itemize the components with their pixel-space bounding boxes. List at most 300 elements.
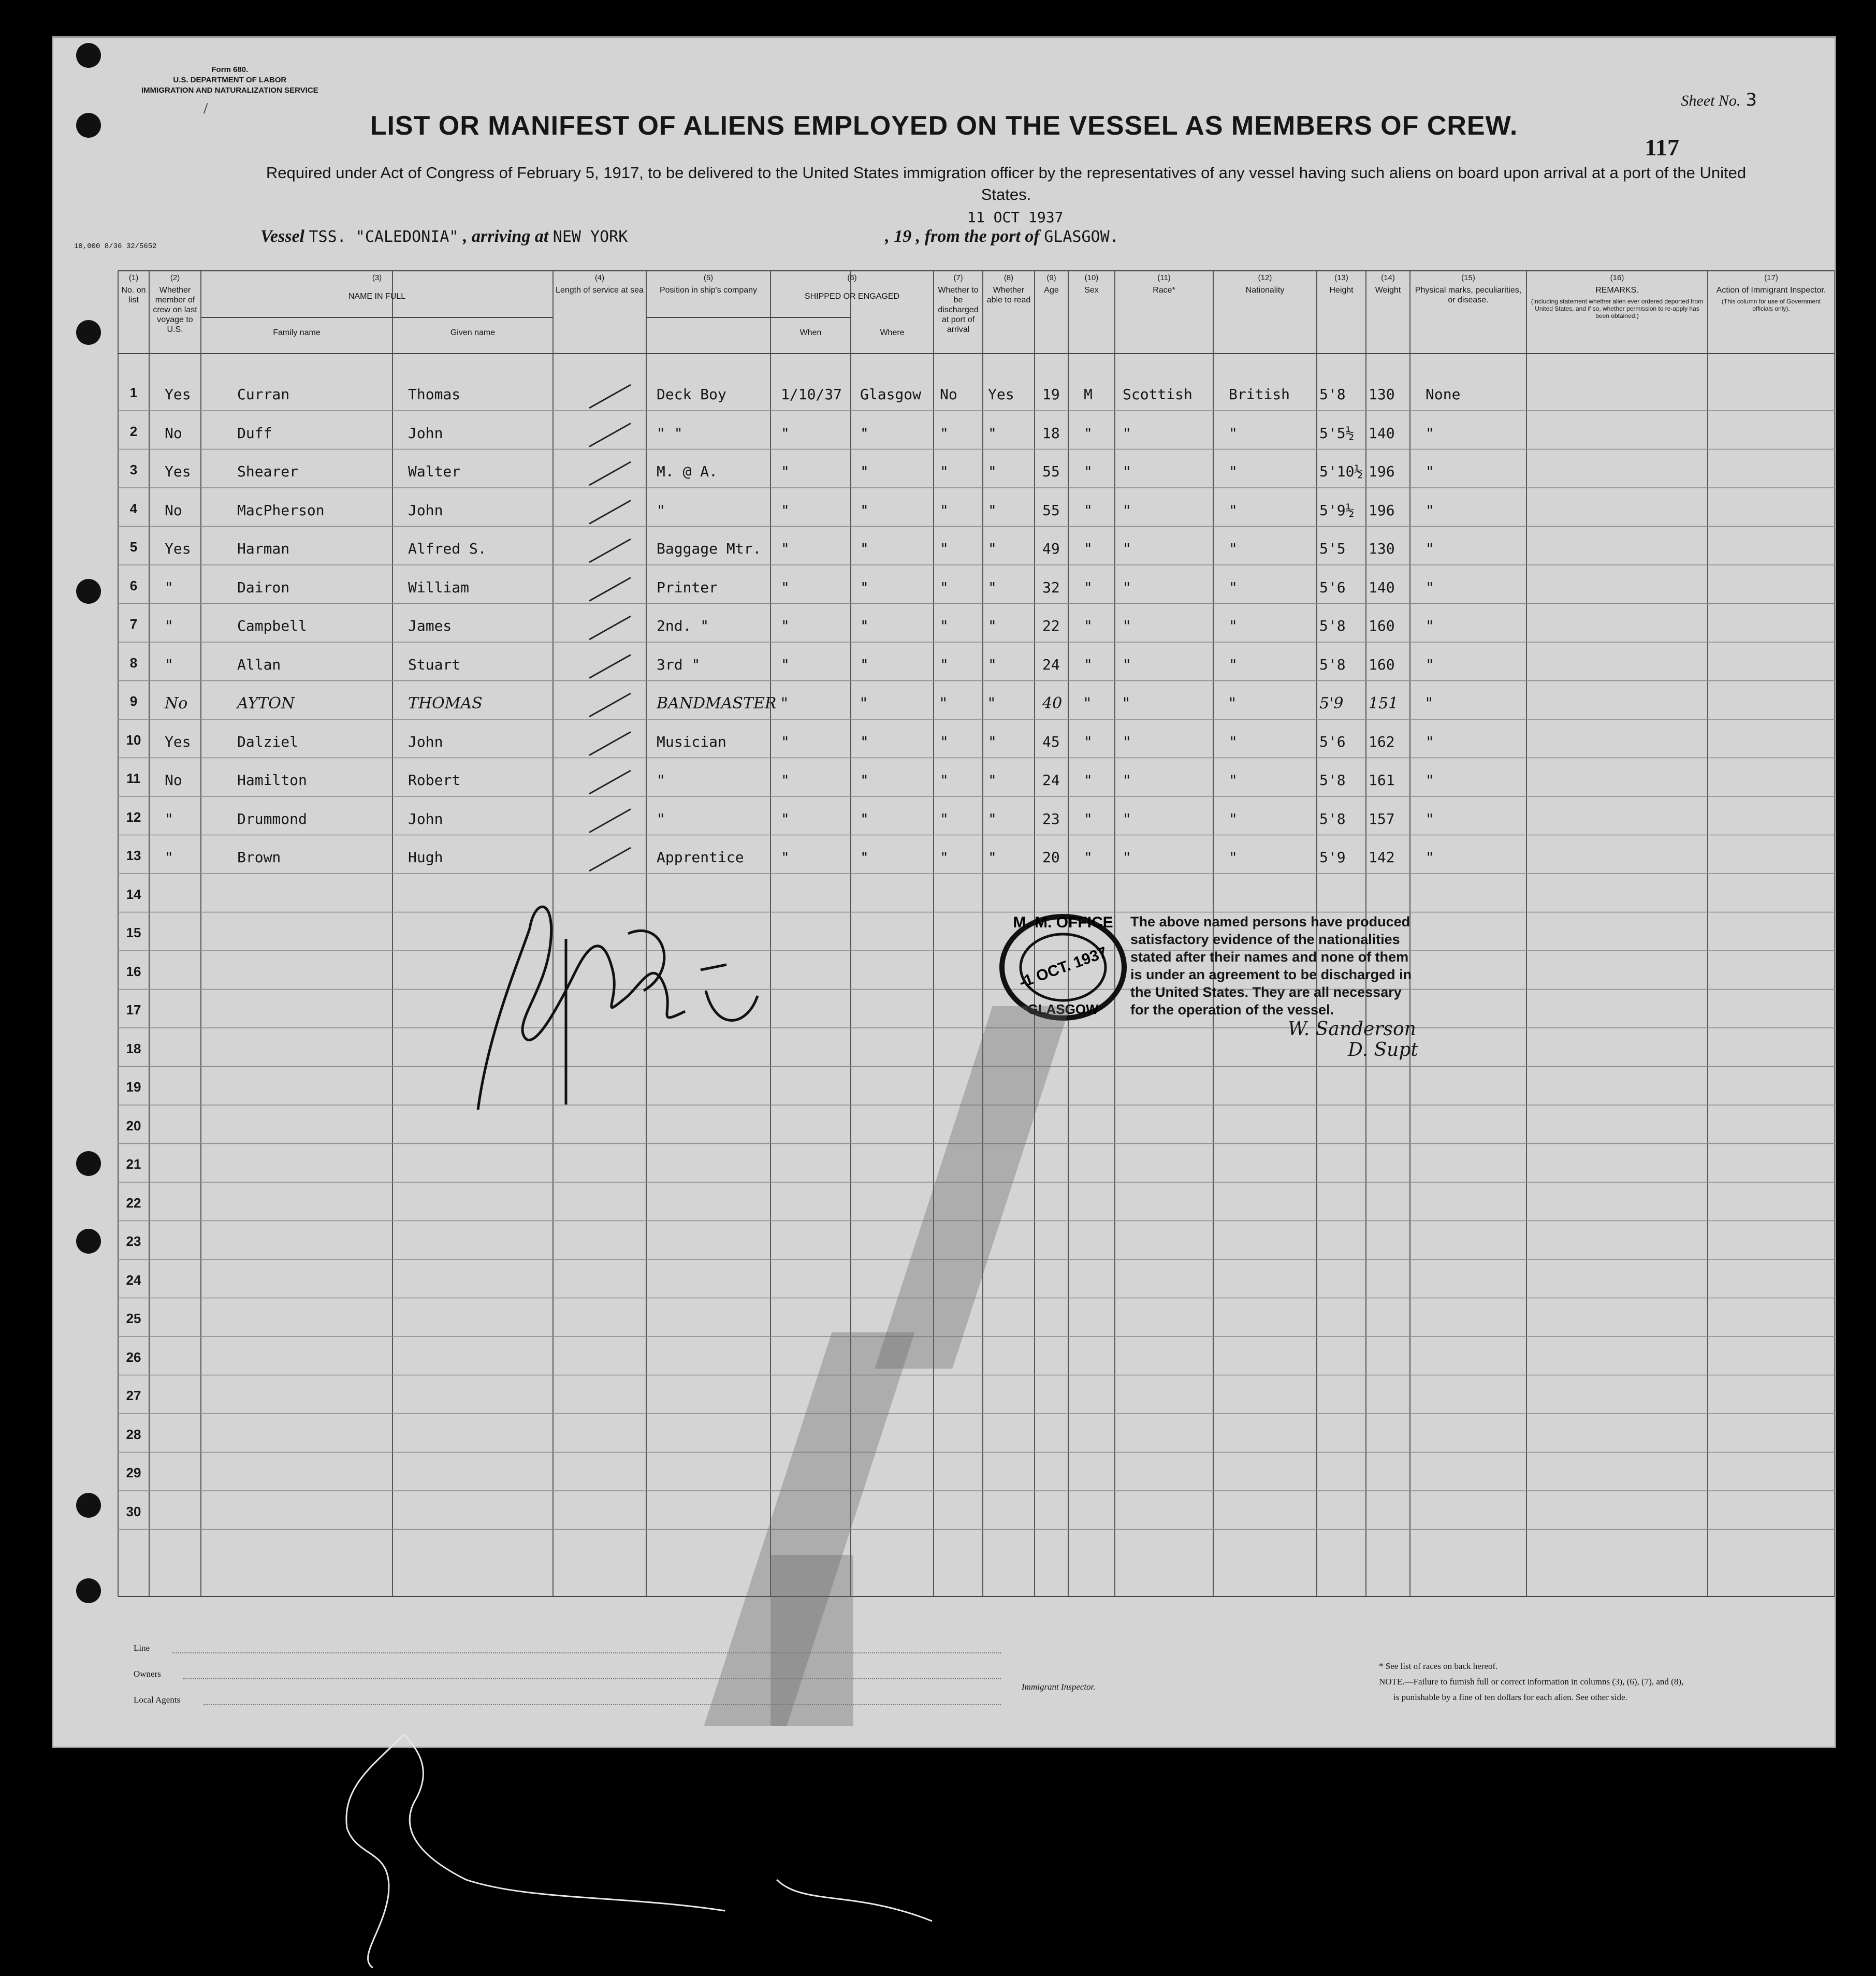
cell-when: " xyxy=(781,772,790,789)
cell-discharged: " xyxy=(940,656,949,673)
footer-rule xyxy=(203,1704,1001,1705)
cell-read: " xyxy=(988,617,997,634)
cell-last: Yes xyxy=(165,463,191,480)
cell-sex: " xyxy=(1084,617,1093,634)
cert-line: the United States. They are all necessary xyxy=(1130,984,1402,1000)
cell-position: BANDMASTER xyxy=(657,694,777,713)
column-header: Nationality xyxy=(1245,286,1285,295)
cell-given: Walter xyxy=(408,463,461,480)
cell-where: " xyxy=(860,772,869,789)
cell-nationality: " xyxy=(1229,463,1238,480)
cell-nationality: " xyxy=(1229,424,1238,442)
cell-marks: " xyxy=(1426,656,1434,673)
signature-title: D. Supt xyxy=(1348,1039,1418,1060)
cell-discharged: No xyxy=(940,386,957,403)
cell-last: " xyxy=(165,656,173,673)
cell-weight: 151 xyxy=(1369,694,1399,713)
service-dash-mark xyxy=(589,693,631,717)
cell-race: Scottish xyxy=(1123,386,1193,403)
footer-line-label: Line xyxy=(134,1643,150,1653)
arriving-label: , arriving at xyxy=(462,227,549,246)
cell-sex: " xyxy=(1084,656,1093,673)
column-number: (8) xyxy=(1004,273,1014,282)
cell-nationality: " xyxy=(1229,656,1238,673)
cell-weight: 160 xyxy=(1369,656,1395,673)
cell-given: Hugh xyxy=(408,849,443,866)
cell-sex: " xyxy=(1084,733,1093,750)
row-number: 17 xyxy=(126,1002,141,1018)
cell-when: " xyxy=(781,849,790,866)
cell-age: 49 xyxy=(1042,540,1060,557)
cell-marks: " xyxy=(1426,540,1434,557)
row-number: 19 xyxy=(126,1079,141,1095)
cell-where: " xyxy=(860,810,869,827)
cell-last: No xyxy=(165,424,182,442)
cell-sex: " xyxy=(1084,424,1093,442)
cell-last: " xyxy=(165,578,173,596)
department: U.S. DEPARTMENT OF LABOR xyxy=(173,76,287,84)
cell-read: " xyxy=(988,810,997,827)
cell-age: 23 xyxy=(1042,810,1060,827)
cell-position: " xyxy=(657,501,665,519)
cell-discharged: " xyxy=(940,578,949,596)
column-number: (2) xyxy=(170,273,180,282)
row-number: 13 xyxy=(126,848,141,863)
cell-weight: 140 xyxy=(1369,578,1395,596)
cell-nationality: " xyxy=(1229,810,1238,827)
cell-age: 24 xyxy=(1042,772,1060,789)
cell-marks: " xyxy=(1426,424,1434,442)
cell-when: " xyxy=(781,424,790,442)
cell-discharged: " xyxy=(940,424,949,442)
cell-height: 5'8 xyxy=(1319,810,1346,827)
column-header: Whether able to read xyxy=(986,286,1031,304)
cell-marks: " xyxy=(1426,501,1434,519)
column-subheader: Where xyxy=(880,328,905,337)
cell-family: Hamilton xyxy=(237,772,307,789)
cell-read: " xyxy=(988,540,997,557)
cell-given: James xyxy=(408,617,452,634)
cell-race: " xyxy=(1123,578,1131,596)
cell-age: 32 xyxy=(1042,578,1060,596)
document-title: LIST OR MANIFEST OF ALIENS EMPLOYED ON THE VESSEL AS MEMBERS OF CREW. xyxy=(370,111,1518,141)
column-number: (9) xyxy=(1046,273,1056,282)
column-header: SHIPPED OR ENGAGED xyxy=(804,292,900,301)
cell-position: Deck Boy xyxy=(657,386,726,403)
from-port-label: , from the port of xyxy=(915,227,1040,246)
service-dash-mark xyxy=(589,771,631,794)
cell-read: " xyxy=(988,463,997,480)
cell-last: " xyxy=(165,849,173,866)
cell-sex: " xyxy=(1084,694,1091,713)
cell-weight: 196 xyxy=(1369,463,1395,480)
cell-marks: " xyxy=(1426,772,1434,789)
column-header: Height xyxy=(1329,286,1354,295)
row-number: 7 xyxy=(129,616,138,632)
cell-family: Dairon xyxy=(237,578,290,596)
cell-sex: " xyxy=(1084,463,1093,480)
row-number: 1 xyxy=(129,385,138,400)
superintendent-signature xyxy=(1286,1019,1418,1060)
footer-rule xyxy=(172,1652,1001,1653)
note-penalty-2: is punishable by a fine of ten dollars for each alien. See other side. xyxy=(1393,1692,1627,1702)
cell-last: Yes xyxy=(165,733,191,750)
vessel-name: TSS. "CALEDONIA" xyxy=(309,228,459,246)
cell-height: 5'9 xyxy=(1319,849,1346,866)
cell-sex: " xyxy=(1084,810,1093,827)
cell-read: " xyxy=(988,578,997,596)
cell-last: Yes xyxy=(165,386,191,403)
row-number: 28 xyxy=(126,1426,141,1442)
cell-read: " xyxy=(988,849,997,866)
cell-nationality: " xyxy=(1229,578,1238,596)
cell-age: 55 xyxy=(1042,463,1060,480)
footer-owners-label: Owners xyxy=(134,1669,161,1679)
cell-where: " xyxy=(860,617,869,634)
cell-read: Yes xyxy=(988,386,1014,403)
cell-position: 3rd " xyxy=(657,656,701,673)
column-number: (5) xyxy=(703,273,714,282)
cell-last: " xyxy=(165,810,173,827)
cell-weight: 130 xyxy=(1369,540,1395,557)
column-header: Whether member of crew on last voyage to U.S. xyxy=(153,286,197,334)
cell-family: MacPherson xyxy=(237,501,325,519)
cell-read: " xyxy=(988,772,997,789)
column-number: (15) xyxy=(1461,273,1475,282)
cell-when: " xyxy=(781,694,788,713)
cell-height: 5'6 xyxy=(1319,578,1346,596)
column-header: Age xyxy=(1044,286,1059,295)
cell-family: AYTON xyxy=(237,694,295,713)
tape-mark xyxy=(770,1555,853,1726)
cell-last: No xyxy=(165,694,188,713)
service-dash-mark xyxy=(589,424,631,447)
cell-read: " xyxy=(988,733,997,750)
note-races: * See list of races on back hereof. xyxy=(1379,1661,1498,1671)
column-header: Whether to be discharged at port of arrival xyxy=(938,286,979,334)
cell-sex: " xyxy=(1084,540,1093,557)
sheet-value: 3 xyxy=(1746,90,1757,110)
row-number: 24 xyxy=(126,1272,141,1288)
cell-marks: " xyxy=(1426,849,1434,866)
cell-race: " xyxy=(1123,810,1131,827)
row-number: 11 xyxy=(126,771,141,786)
cell-last: No xyxy=(165,772,182,789)
cell-nationality: " xyxy=(1229,540,1238,557)
cell-height: 5'8 xyxy=(1319,617,1346,634)
cell-discharged: " xyxy=(940,694,947,713)
cell-where: " xyxy=(860,578,869,596)
cell-when: " xyxy=(781,463,790,480)
row-number: 21 xyxy=(126,1156,141,1172)
sheet-label: Sheet No. xyxy=(1681,92,1741,109)
cell-race: " xyxy=(1123,424,1131,442)
cell-race: " xyxy=(1123,656,1131,673)
cell-discharged: " xyxy=(940,617,949,634)
row-number: 6 xyxy=(129,577,138,593)
service-dash-mark xyxy=(589,578,631,601)
column-note: (Including statement whether alien ever ordered deported from United States, and if so, whether permission to re-apply has been obtained.) xyxy=(1531,298,1704,319)
cell-where: " xyxy=(860,694,867,713)
row-number: 23 xyxy=(126,1233,141,1249)
row-number: 4 xyxy=(129,500,138,516)
column-header: No. on list xyxy=(121,286,146,304)
cell-height: 5'5 xyxy=(1319,540,1346,557)
cell-age: 24 xyxy=(1042,656,1060,673)
cell-sex: M xyxy=(1084,386,1093,403)
cell-family: Duff xyxy=(237,424,272,442)
row-number: 25 xyxy=(126,1311,141,1326)
cell-discharged: " xyxy=(940,540,949,557)
cell-given: John xyxy=(408,501,443,519)
cert-line: The above named persons have produced xyxy=(1130,914,1410,929)
row-number: 12 xyxy=(126,809,141,825)
cell-read: " xyxy=(988,694,995,713)
cell-when: 1/10/37 xyxy=(781,386,842,403)
cell-discharged: " xyxy=(940,810,949,827)
cell-marks: " xyxy=(1426,733,1434,750)
cell-height: 5'8 xyxy=(1319,386,1346,403)
column-header: Length of service at sea xyxy=(556,286,644,295)
cell-read: " xyxy=(988,656,997,673)
cell-position: " " xyxy=(657,424,683,442)
row-number: 16 xyxy=(126,963,141,979)
service-dash-mark xyxy=(589,501,631,524)
service-dash-mark xyxy=(589,462,631,485)
row-number: 26 xyxy=(126,1349,141,1365)
cell-marks: " xyxy=(1426,810,1434,827)
cell-marks: " xyxy=(1426,578,1434,596)
cell-race: " xyxy=(1123,849,1131,866)
cell-where: " xyxy=(860,540,869,557)
cell-height: 5'8 xyxy=(1319,772,1346,789)
cell-when: " xyxy=(781,540,790,557)
column-number: (16) xyxy=(1610,273,1624,282)
cell-when: " xyxy=(781,733,790,750)
cell-family: Curran xyxy=(237,386,290,403)
form-number: Form 680. xyxy=(211,65,249,74)
cell-discharged: " xyxy=(940,501,949,519)
cell-nationality: " xyxy=(1229,733,1238,750)
vessel-label: Vessel xyxy=(260,227,304,246)
cell-height: 5'9½ xyxy=(1319,501,1355,519)
cell-position: Apprentice xyxy=(657,849,744,866)
print-code: 10,000 8/36 32/5652 xyxy=(74,242,157,251)
row-number: 15 xyxy=(126,925,141,940)
stamp-bottom-text: GLASGOW xyxy=(1027,1001,1099,1017)
column-number: (13) xyxy=(1334,273,1348,282)
cell-weight: 160 xyxy=(1369,617,1395,634)
cert-line: for the operation of the vessel. xyxy=(1130,1002,1334,1018)
row-number: 18 xyxy=(126,1040,141,1056)
service-dash-mark xyxy=(589,385,631,408)
cell-where: " xyxy=(860,424,869,442)
cell-given: Robert xyxy=(408,772,461,789)
footnote xyxy=(1379,1659,1683,1705)
column-header: Weight xyxy=(1375,286,1401,295)
column-header: Sex xyxy=(1084,286,1099,295)
cell-age: 19 xyxy=(1042,386,1060,403)
cell-marks: " xyxy=(1426,463,1434,480)
year-label: , 19 xyxy=(885,227,912,246)
cell-where: Glasgow xyxy=(860,386,922,403)
stamp-top-text: M. M. OFFICE xyxy=(1013,914,1113,931)
cell-discharged: " xyxy=(940,463,949,480)
service-dash-mark xyxy=(589,655,631,678)
cert-line: satisfactory evidence of the nationalities xyxy=(1130,932,1400,947)
cell-weight: 196 xyxy=(1369,501,1395,519)
cell-when: " xyxy=(781,810,790,827)
cell-when: " xyxy=(781,656,790,673)
service-dash-mark xyxy=(589,732,631,755)
cell-race: " xyxy=(1123,501,1131,519)
column-header: Position in ship's company xyxy=(659,286,758,295)
cert-line: is under an agreement to be discharged in xyxy=(1130,967,1412,982)
row-number: 29 xyxy=(126,1465,141,1480)
row-number: 10 xyxy=(126,732,141,748)
cert-line: stated after their names and none of them xyxy=(1130,949,1409,965)
column-number: (14) xyxy=(1381,273,1395,282)
cell-position: 2nd. " xyxy=(657,617,709,634)
cell-position: Printer xyxy=(657,578,718,596)
cell-age: 18 xyxy=(1042,424,1060,442)
cell-marks: None xyxy=(1426,386,1461,403)
from-port: GLASGOW. xyxy=(1044,228,1119,246)
arriving-port: NEW YORK xyxy=(552,228,628,246)
cell-height: 5'9 xyxy=(1319,694,1344,713)
cell-read: " xyxy=(988,424,997,442)
cell-position: Musician xyxy=(657,733,726,750)
cell-age: 40 xyxy=(1042,694,1063,713)
column-number: (3) xyxy=(372,273,382,282)
cell-when: " xyxy=(781,617,790,634)
row-number: 14 xyxy=(126,886,141,902)
cell-weight: 142 xyxy=(1369,849,1395,866)
cell-nationality: " xyxy=(1229,617,1238,634)
cell-when: " xyxy=(781,501,790,519)
cell-given: Alfred S. xyxy=(408,540,487,557)
column-number: (1) xyxy=(128,273,139,282)
row-number: 9 xyxy=(129,693,138,709)
cell-family: Brown xyxy=(237,849,281,866)
note-penalty: NOTE.—Failure to furnish full or correct information in columns (3), (6), (7), and (8), xyxy=(1379,1677,1684,1687)
cell-where: " xyxy=(860,501,869,519)
cell-marks: " xyxy=(1426,617,1434,634)
cell-position: " xyxy=(657,810,665,827)
column-number: (10) xyxy=(1084,273,1099,282)
cell-family: Campbell xyxy=(237,617,307,634)
cell-age: 22 xyxy=(1042,617,1060,634)
cell-age: 45 xyxy=(1042,733,1060,750)
cell-given: Thomas xyxy=(408,386,461,403)
cell-weight: 157 xyxy=(1369,810,1395,827)
cell-race: " xyxy=(1123,694,1130,713)
arrival-date-stamp: 11 OCT 1937 xyxy=(967,209,1064,226)
cell-family: Dalziel xyxy=(237,733,299,750)
row-number: 27 xyxy=(126,1388,141,1403)
service-dash-mark xyxy=(589,616,631,640)
column-number: (6) xyxy=(847,273,857,282)
cell-weight: 140 xyxy=(1369,424,1395,442)
cell-race: " xyxy=(1123,772,1131,789)
cell-where: " xyxy=(860,849,869,866)
cell-weight: 161 xyxy=(1369,772,1395,789)
cell-height: 5'6 xyxy=(1319,733,1346,750)
service-dash-mark xyxy=(589,809,631,833)
cell-discharged: " xyxy=(940,772,949,789)
cell-age: 20 xyxy=(1042,849,1060,866)
column-subheader: When xyxy=(799,328,822,337)
cell-where: " xyxy=(860,656,869,673)
cell-nationality: " xyxy=(1229,849,1238,866)
cell-height: 5'8 xyxy=(1319,656,1346,673)
stray-thread xyxy=(311,1724,1087,1973)
cell-nationality: " xyxy=(1229,694,1236,713)
cell-discharged: " xyxy=(940,733,949,750)
cell-read: " xyxy=(988,501,997,519)
footer-agents-label: Local Agents xyxy=(134,1695,181,1705)
cell-where: " xyxy=(860,733,869,750)
column-note: (This column for use of Government officials only). xyxy=(1721,298,1821,312)
row-number: 5 xyxy=(129,539,138,555)
stamp-date: -1 OCT. 1937 xyxy=(1016,943,1110,992)
document-subtitle: Required under Act of Congress of February 5, 1917, to be delivered to the United States immigration officer by the representatives of any vessel having such aliens on board upon arrival at a port of the United States. xyxy=(266,164,1747,204)
row-number: 22 xyxy=(126,1195,141,1211)
manifest-sheet xyxy=(52,36,1836,1748)
column-header: NAME IN FULL xyxy=(348,292,406,301)
cell-last: " xyxy=(165,617,173,634)
cell-nationality: " xyxy=(1229,501,1238,519)
cell-nationality: " xyxy=(1229,772,1238,789)
stray-mark: / xyxy=(203,100,208,117)
cell-height: 5'5½ xyxy=(1319,424,1355,442)
row-number: 8 xyxy=(129,655,138,671)
cell-given: THOMAS xyxy=(408,694,483,713)
cell-race: " xyxy=(1123,733,1131,750)
cell-race: " xyxy=(1123,540,1131,557)
cell-given: John xyxy=(408,733,443,750)
cell-race: " xyxy=(1123,617,1131,634)
signature-name: W. Sanderson xyxy=(1288,1019,1416,1040)
cell-sex: " xyxy=(1084,578,1093,596)
cell-family: Drummond xyxy=(237,810,307,827)
cell-weight: 162 xyxy=(1369,733,1395,750)
cell-given: Stuart xyxy=(408,656,461,673)
cell-age: 55 xyxy=(1042,501,1060,519)
cell-last: Yes xyxy=(165,540,191,557)
cell-sex: " xyxy=(1084,501,1093,519)
cell-where: " xyxy=(860,463,869,480)
certification-text xyxy=(1130,913,1412,1019)
service: IMMIGRATION AND NATURALIZATION SERVICE xyxy=(141,86,318,95)
footer-rule xyxy=(183,1678,1001,1679)
cell-given: John xyxy=(408,810,443,827)
cell-family: Allan xyxy=(237,656,281,673)
column-header: REMARKS. xyxy=(1595,286,1639,295)
row-number: 20 xyxy=(126,1117,141,1134)
cell-family: Harman xyxy=(237,540,290,557)
cell-race: " xyxy=(1123,463,1131,480)
page-number: 117 xyxy=(1645,134,1679,161)
column-header: Action of Immigrant Inspector. xyxy=(1716,286,1826,295)
cell-sex: " xyxy=(1084,849,1093,866)
cell-marks: " xyxy=(1426,694,1433,713)
row-number: 3 xyxy=(129,462,138,477)
cell-given: John xyxy=(408,424,443,442)
cell-given: William xyxy=(408,578,470,596)
row-number: 2 xyxy=(129,423,138,439)
cell-height: 5'10½ xyxy=(1319,463,1363,480)
